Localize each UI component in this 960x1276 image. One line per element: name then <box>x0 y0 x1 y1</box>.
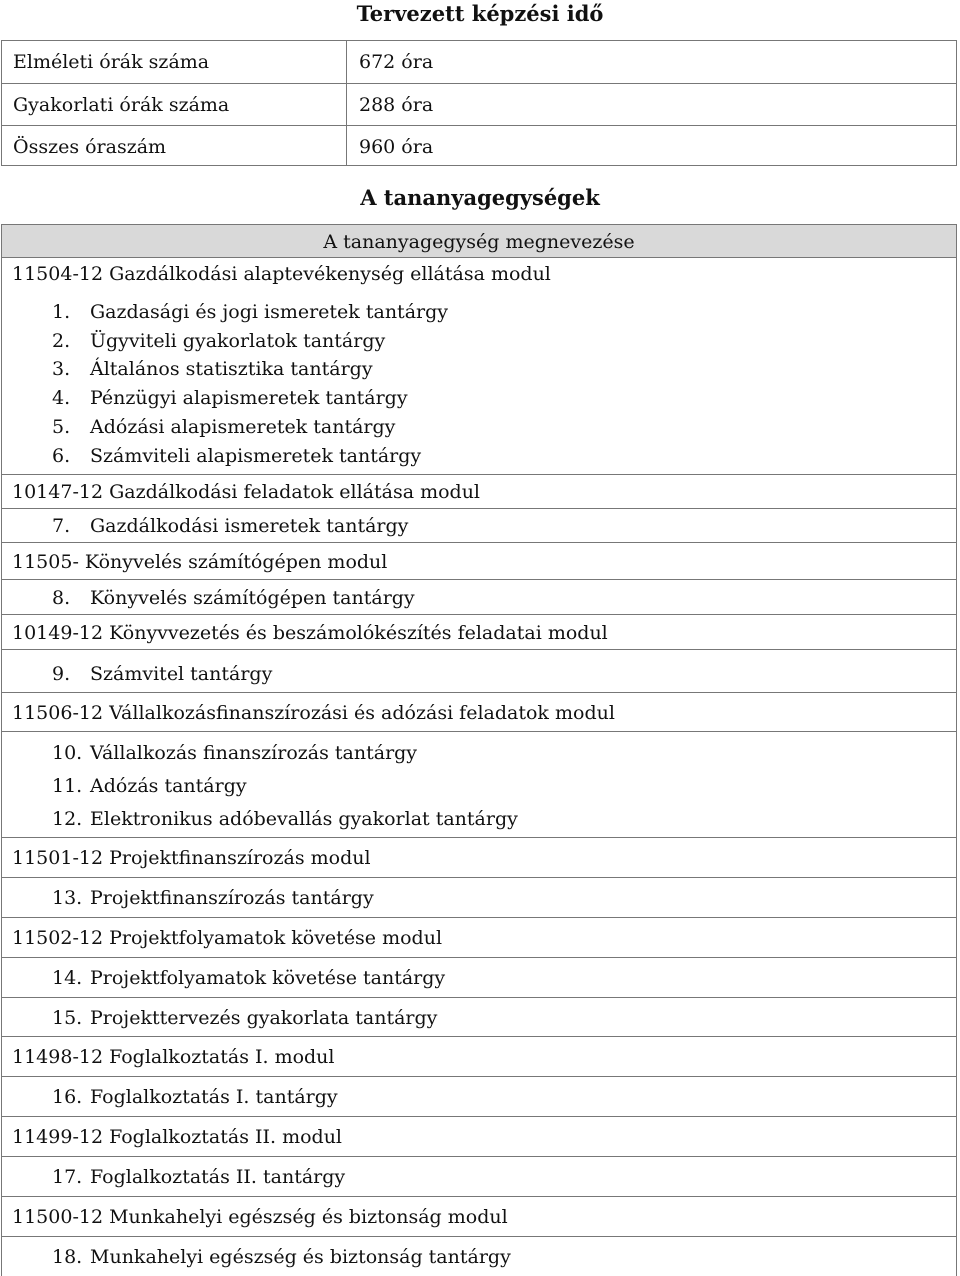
row-divider <box>2 649 956 650</box>
subject-item <box>52 1086 338 1108</box>
subject-item <box>52 808 518 830</box>
subject-number: 14. <box>52 967 83 989</box>
hours-table <box>1 40 957 166</box>
row-divider <box>2 877 956 878</box>
hours-value: 960 óra <box>359 136 434 158</box>
row-divider <box>2 1196 956 1197</box>
subject-name: Pénzügyi alapismeretek tantárgy <box>90 387 408 409</box>
subject-number: 6. <box>52 445 71 467</box>
subject-number: 3. <box>52 358 71 380</box>
row-divider <box>2 579 956 580</box>
hours-value: 288 óra <box>359 94 434 116</box>
row-divider <box>2 997 956 998</box>
row-divider <box>2 542 956 543</box>
module-name: 11499-12 Foglalkoztatás II. modul <box>12 1126 343 1148</box>
subject-name: Projektfinanszírozás tantárgy <box>90 887 374 909</box>
subject-name: Könyvelés számítógépen tantárgy <box>90 587 415 609</box>
subject-item <box>52 301 448 323</box>
subject-number: 18. <box>52 1246 83 1268</box>
subject-name: Ügyviteli gyakorlatok tantárgy <box>90 330 386 352</box>
subject-name: Projekttervezés gyakorlata tantárgy <box>90 1007 438 1029</box>
row-divider <box>2 731 956 732</box>
hours-row-theory <box>2 41 956 83</box>
subject-number: 15. <box>52 1007 83 1029</box>
subject-number: 8. <box>52 587 71 609</box>
subject-number: 12. <box>52 808 83 830</box>
subject-number: 9. <box>52 663 71 685</box>
subject-item <box>52 330 385 352</box>
hours-row-practice <box>2 83 956 126</box>
subject-name: Általános statisztika tantárgy <box>90 358 373 380</box>
units-table <box>1 224 957 1276</box>
hours-row-total <box>2 125 956 167</box>
row-divider <box>2 614 956 615</box>
subject-name: Gazdálkodási ismeretek tantárgy <box>90 515 409 537</box>
hours-label: Gyakorlati órák száma <box>13 94 230 116</box>
module-name: 11501-12 Projektfinanszírozás modul <box>12 847 371 869</box>
row-divider <box>2 1116 956 1117</box>
subject-name: Számvitel tantárgy <box>90 663 273 685</box>
module-name: 11498-12 Foglalkoztatás I. modul <box>12 1046 335 1068</box>
units-title: A tananyagegységek <box>360 185 600 210</box>
subject-name: Adózás tantárgy <box>90 775 247 797</box>
subject-item <box>52 1007 437 1029</box>
module-name: 11505- Könyvelés számítógépen modul <box>12 551 388 573</box>
subject-name: Foglalkoztatás II. tantárgy <box>90 1166 346 1188</box>
subject-name: Munkahelyi egészség és biztonság tantárgy <box>90 1246 511 1268</box>
hours-label: Elméleti órák száma <box>13 51 210 73</box>
subject-name: Adózási alapismeretek tantárgy <box>90 416 396 438</box>
row-divider <box>2 957 956 958</box>
subject-item <box>52 416 395 438</box>
module-name: 10147-12 Gazdálkodási feladatok ellátása modul <box>12 481 481 503</box>
subject-number: 5. <box>52 416 71 438</box>
module-name: 11506-12 Vállalkozásfinanszírozási és adózási feladatok modul <box>12 702 615 724</box>
subject-number: 7. <box>52 515 71 537</box>
subject-item <box>52 742 417 764</box>
subject-item <box>52 967 445 989</box>
units-column-header: A tananyagegység megnevezése <box>2 225 956 258</box>
subject-number: 11. <box>52 775 83 797</box>
module-name: 11500-12 Munkahelyi egészség és biztonság modul <box>12 1206 508 1228</box>
row-divider <box>2 692 956 693</box>
subject-item <box>52 1166 345 1188</box>
subject-item <box>52 1246 511 1268</box>
row-divider <box>2 1156 956 1157</box>
subject-name: Gazdasági és jogi ismeretek tantárgy <box>90 301 448 323</box>
subject-number: 17. <box>52 1166 83 1188</box>
subject-name: Foglalkoztatás I. tantárgy <box>90 1086 338 1108</box>
planned-time-title: Tervezett képzési idő <box>356 1 604 26</box>
subject-name: Elektronikus adóbevallás gyakorlat tantárgy <box>90 808 518 830</box>
hours-label: Összes óraszám <box>13 136 167 158</box>
subject-number: 16. <box>52 1086 83 1108</box>
row-divider <box>2 474 956 475</box>
subject-item <box>52 587 415 609</box>
module-name: 11504-12 Gazdálkodási alaptevékenység ellátása modul <box>12 263 551 285</box>
subject-item <box>52 663 272 685</box>
subject-name: Vállalkozás finanszírozás tantárgy <box>90 742 418 764</box>
module-name: 11502-12 Projektfolyamatok követése modul <box>12 927 443 949</box>
subject-number: 2. <box>52 330 71 352</box>
hours-value: 672 óra <box>359 51 434 73</box>
row-divider <box>2 1236 956 1237</box>
row-divider <box>2 1076 956 1077</box>
subject-number: 13. <box>52 887 83 909</box>
subject-item <box>52 515 408 537</box>
row-divider <box>2 508 956 509</box>
subject-number: 1. <box>52 301 71 323</box>
module-name: 10149-12 Könyvvezetés és beszámolókészítés feladatai modul <box>12 622 608 644</box>
row-divider <box>2 837 956 838</box>
subject-item <box>52 387 408 409</box>
subject-item <box>52 358 373 380</box>
row-divider <box>2 917 956 918</box>
subject-item <box>52 445 421 467</box>
subject-name: Projektfolyamatok követése tantárgy <box>90 967 446 989</box>
subject-item <box>52 775 247 797</box>
subject-item <box>52 887 374 909</box>
subject-number: 4. <box>52 387 71 409</box>
subject-name: Számviteli alapismeretek tantárgy <box>90 445 422 467</box>
subject-number: 10. <box>52 742 83 764</box>
row-divider <box>2 1036 956 1037</box>
